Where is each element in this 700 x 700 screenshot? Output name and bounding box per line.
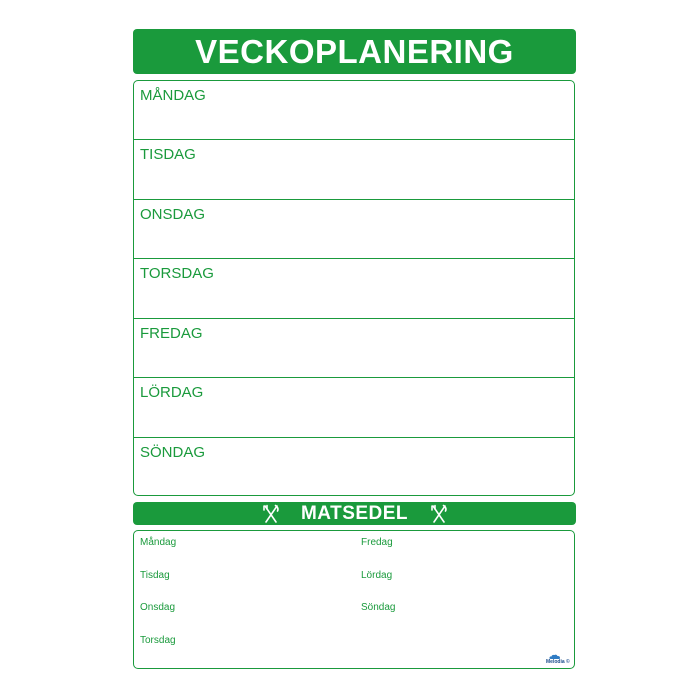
meal-label-monday[interactable]: Måndag (140, 537, 177, 548)
day-row-sunday[interactable] (134, 438, 574, 496)
day-row-friday[interactable] (134, 319, 574, 378)
meal-label-thursday[interactable]: Torsdag (140, 635, 176, 646)
week-planner (133, 80, 575, 496)
meal-planner (133, 530, 575, 669)
day-row-tuesday[interactable] (134, 140, 574, 199)
day-label: LÖRDAG (140, 384, 204, 402)
meal-label-tuesday[interactable]: Tisdag (140, 570, 170, 581)
fork-knife-icon (261, 504, 281, 524)
meal-label-wednesday[interactable]: Onsdag (140, 602, 176, 613)
day-label: TORSDAG (140, 265, 214, 283)
meal-label-sunday[interactable]: Söndag (361, 602, 396, 613)
day-label: SÖNDAG (140, 443, 206, 461)
logo-text: Melodia © (546, 659, 570, 665)
title-bar (133, 29, 576, 74)
day-label: TISDAG (140, 146, 196, 164)
day-row-wednesday[interactable] (134, 200, 574, 259)
day-row-monday[interactable] (134, 81, 574, 140)
meal-label-saturday[interactable]: Lördag (361, 570, 393, 581)
brand-logo (546, 654, 572, 666)
day-label: MÅNDAG (140, 87, 206, 104)
day-label: FREDAG (140, 324, 203, 342)
fork-knife-icon (429, 504, 449, 524)
meal-label-friday[interactable]: Fredag (361, 537, 393, 548)
day-row-saturday[interactable] (134, 378, 574, 437)
day-row-thursday[interactable] (134, 259, 574, 318)
menu-title-bar (133, 502, 576, 525)
menu-title: MATSEDEL (300, 503, 409, 524)
page-title: VECKOPLANERING (195, 33, 514, 70)
day-label: ONSDAG (140, 205, 206, 223)
